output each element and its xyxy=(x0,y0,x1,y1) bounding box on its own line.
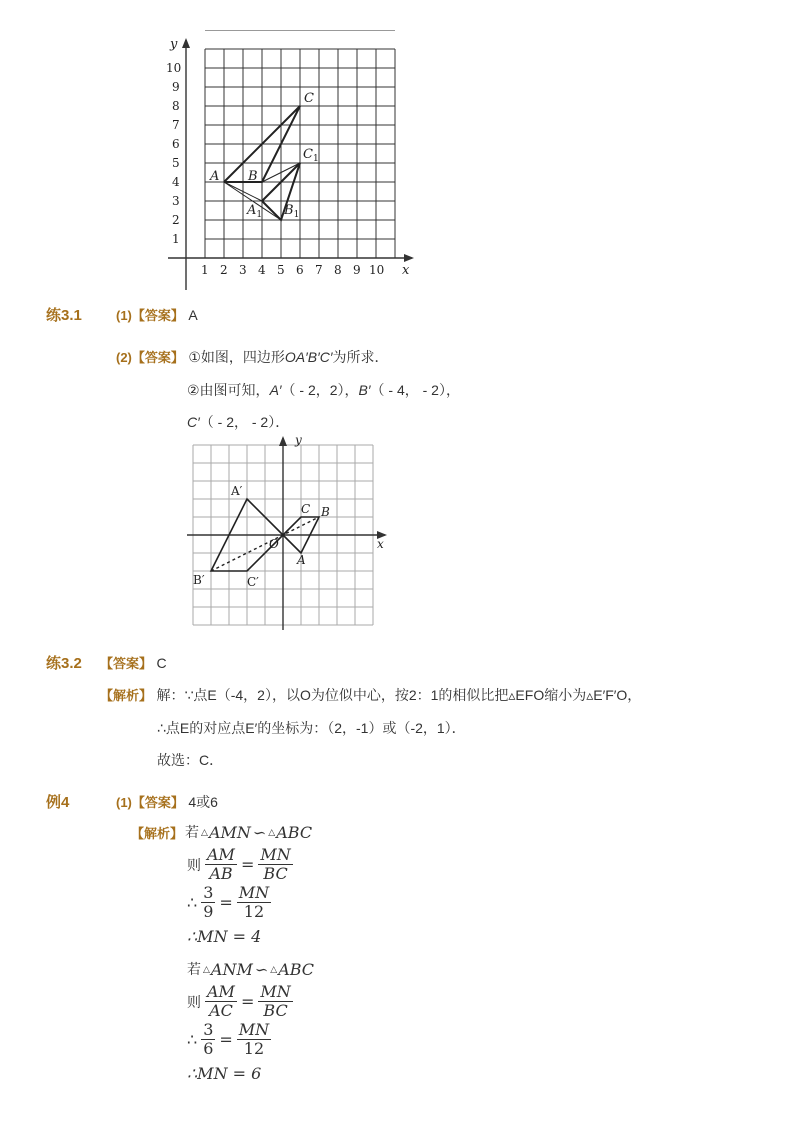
case1-substitution: ∴ $\frac{3}{9}$ = $\frac{MN}{12}$ xyxy=(187,883,270,921)
x-tick-label: 3 xyxy=(239,263,247,277)
coordinate-figure-2 xyxy=(185,432,390,632)
answer-value: A xyxy=(188,307,198,323)
shape-name: OA′B′C′ xyxy=(284,349,333,365)
practice-3-1-part2-line1: (2)【答案】 ①如图，四边形OA′B′C′为所求． xyxy=(116,349,389,365)
triangle-icon: △ xyxy=(270,964,278,975)
label-A: A xyxy=(210,169,220,184)
y-axis-label: y xyxy=(295,433,302,447)
x-tick-label: 2 xyxy=(220,263,228,277)
y-tick-label: 10 xyxy=(166,61,182,75)
case1-condition: 【解析】 若 △AMN ∽ △ABC xyxy=(131,822,313,842)
y-tick-label: 1 xyxy=(172,232,180,246)
answer-tag: 【答案】 xyxy=(100,656,153,671)
x-tick-label: 5 xyxy=(277,263,285,277)
label-A-prime: A′ xyxy=(231,484,243,498)
y-tick-label: 4 xyxy=(172,175,180,189)
y-tick-label: 5 xyxy=(172,156,180,170)
x-axis-label: x xyxy=(402,263,410,278)
practice-3-1-part1 xyxy=(116,305,198,325)
case1-proportion: 则 $\frac{AM}{AB}$ = $\frac{MN}{BC}$ xyxy=(187,845,291,883)
y-tick-label: 7 xyxy=(172,118,180,132)
triangle-icon: △ xyxy=(201,827,208,838)
case2-substitution: ∴ $\frac{3}{6}$ = $\frac{MN}{12}$ xyxy=(187,1020,270,1058)
practice-3-2-label: 练3.2 xyxy=(46,655,82,672)
label-C1: $C_1$ xyxy=(303,147,319,164)
x-tick-label: 8 xyxy=(334,263,342,277)
practice-3-2-analysis-line1: 【解析】 解：∵点E（-4，2），以O为位似中心，按2：1的相似比把▵EFO缩小为▵E′F′O， xyxy=(100,687,642,703)
analysis-tag: 【解析】 xyxy=(100,688,153,703)
y-tick-label: 9 xyxy=(172,80,180,94)
practice-3-1-part2-line2: ②由图可知，A′（ - 2，2），B′（ - 4， - 2）， xyxy=(187,382,460,398)
x-tick-label: 10 xyxy=(369,263,385,277)
triangle-icon: △ xyxy=(203,964,210,975)
x-tick-label: 1 xyxy=(201,263,209,277)
label-A1: $A_1$ xyxy=(247,203,263,220)
example-4-answer xyxy=(116,792,218,812)
label-B1: $B_1$ xyxy=(284,203,300,220)
y-tick-label: 2 xyxy=(172,213,180,227)
label-B-prime: B′ xyxy=(193,573,205,587)
label-C: C xyxy=(304,91,314,106)
practice-3-2-analysis-line3: 故选：C． xyxy=(157,752,224,768)
answer-tag: (2)【答案】 xyxy=(116,350,184,365)
answer-value: C xyxy=(156,655,167,671)
practice-3-2-answer xyxy=(100,653,167,673)
analysis-tag: 【解析】 xyxy=(131,825,184,841)
label-B: B xyxy=(321,505,330,519)
x-axis-label: x xyxy=(377,537,384,551)
case2-proportion: 则 $\frac{AM}{AC}$ = $\frac{MN}{BC}$ xyxy=(187,982,291,1020)
answer-value: 4或6 xyxy=(188,794,218,810)
y-tick-label: 3 xyxy=(172,194,180,208)
y-axis-label: y xyxy=(170,37,178,52)
answer-tag: (1)【答案】 xyxy=(116,308,184,323)
answer-tag: (1)【答案】 xyxy=(116,795,184,810)
case2-condition: 若 △ANM ∽ △ABC xyxy=(187,959,315,979)
practice-3-2-analysis-line2: ∴点E的对应点E′的坐标为：（2，-1）或（-2，1）． xyxy=(157,720,466,736)
label-B: B xyxy=(248,169,258,184)
practice-3-1-label: 练3.1 xyxy=(46,307,82,324)
label-C: C xyxy=(301,502,311,516)
case2-result: ∴MN = 6 xyxy=(187,1064,262,1083)
practice-3-1-part2-line3: C′（ - 2， - 2）． xyxy=(187,414,290,430)
x-tick-label: 7 xyxy=(315,263,323,277)
example-4-label: 例4 xyxy=(46,794,70,811)
label-A: A xyxy=(297,553,306,567)
x-tick-label: 9 xyxy=(353,263,361,277)
x-tick-label: 4 xyxy=(258,263,266,277)
coordinate-figure-1 xyxy=(150,30,420,292)
label-C-prime: C′ xyxy=(247,575,259,589)
y-tick-label: 8 xyxy=(172,99,180,113)
label-O: O xyxy=(269,537,279,551)
y-tick-label: 6 xyxy=(172,137,180,151)
x-tick-label: 6 xyxy=(296,263,304,277)
case1-result: ∴MN = 4 xyxy=(187,927,262,946)
triangle-icon: △ xyxy=(268,827,276,838)
